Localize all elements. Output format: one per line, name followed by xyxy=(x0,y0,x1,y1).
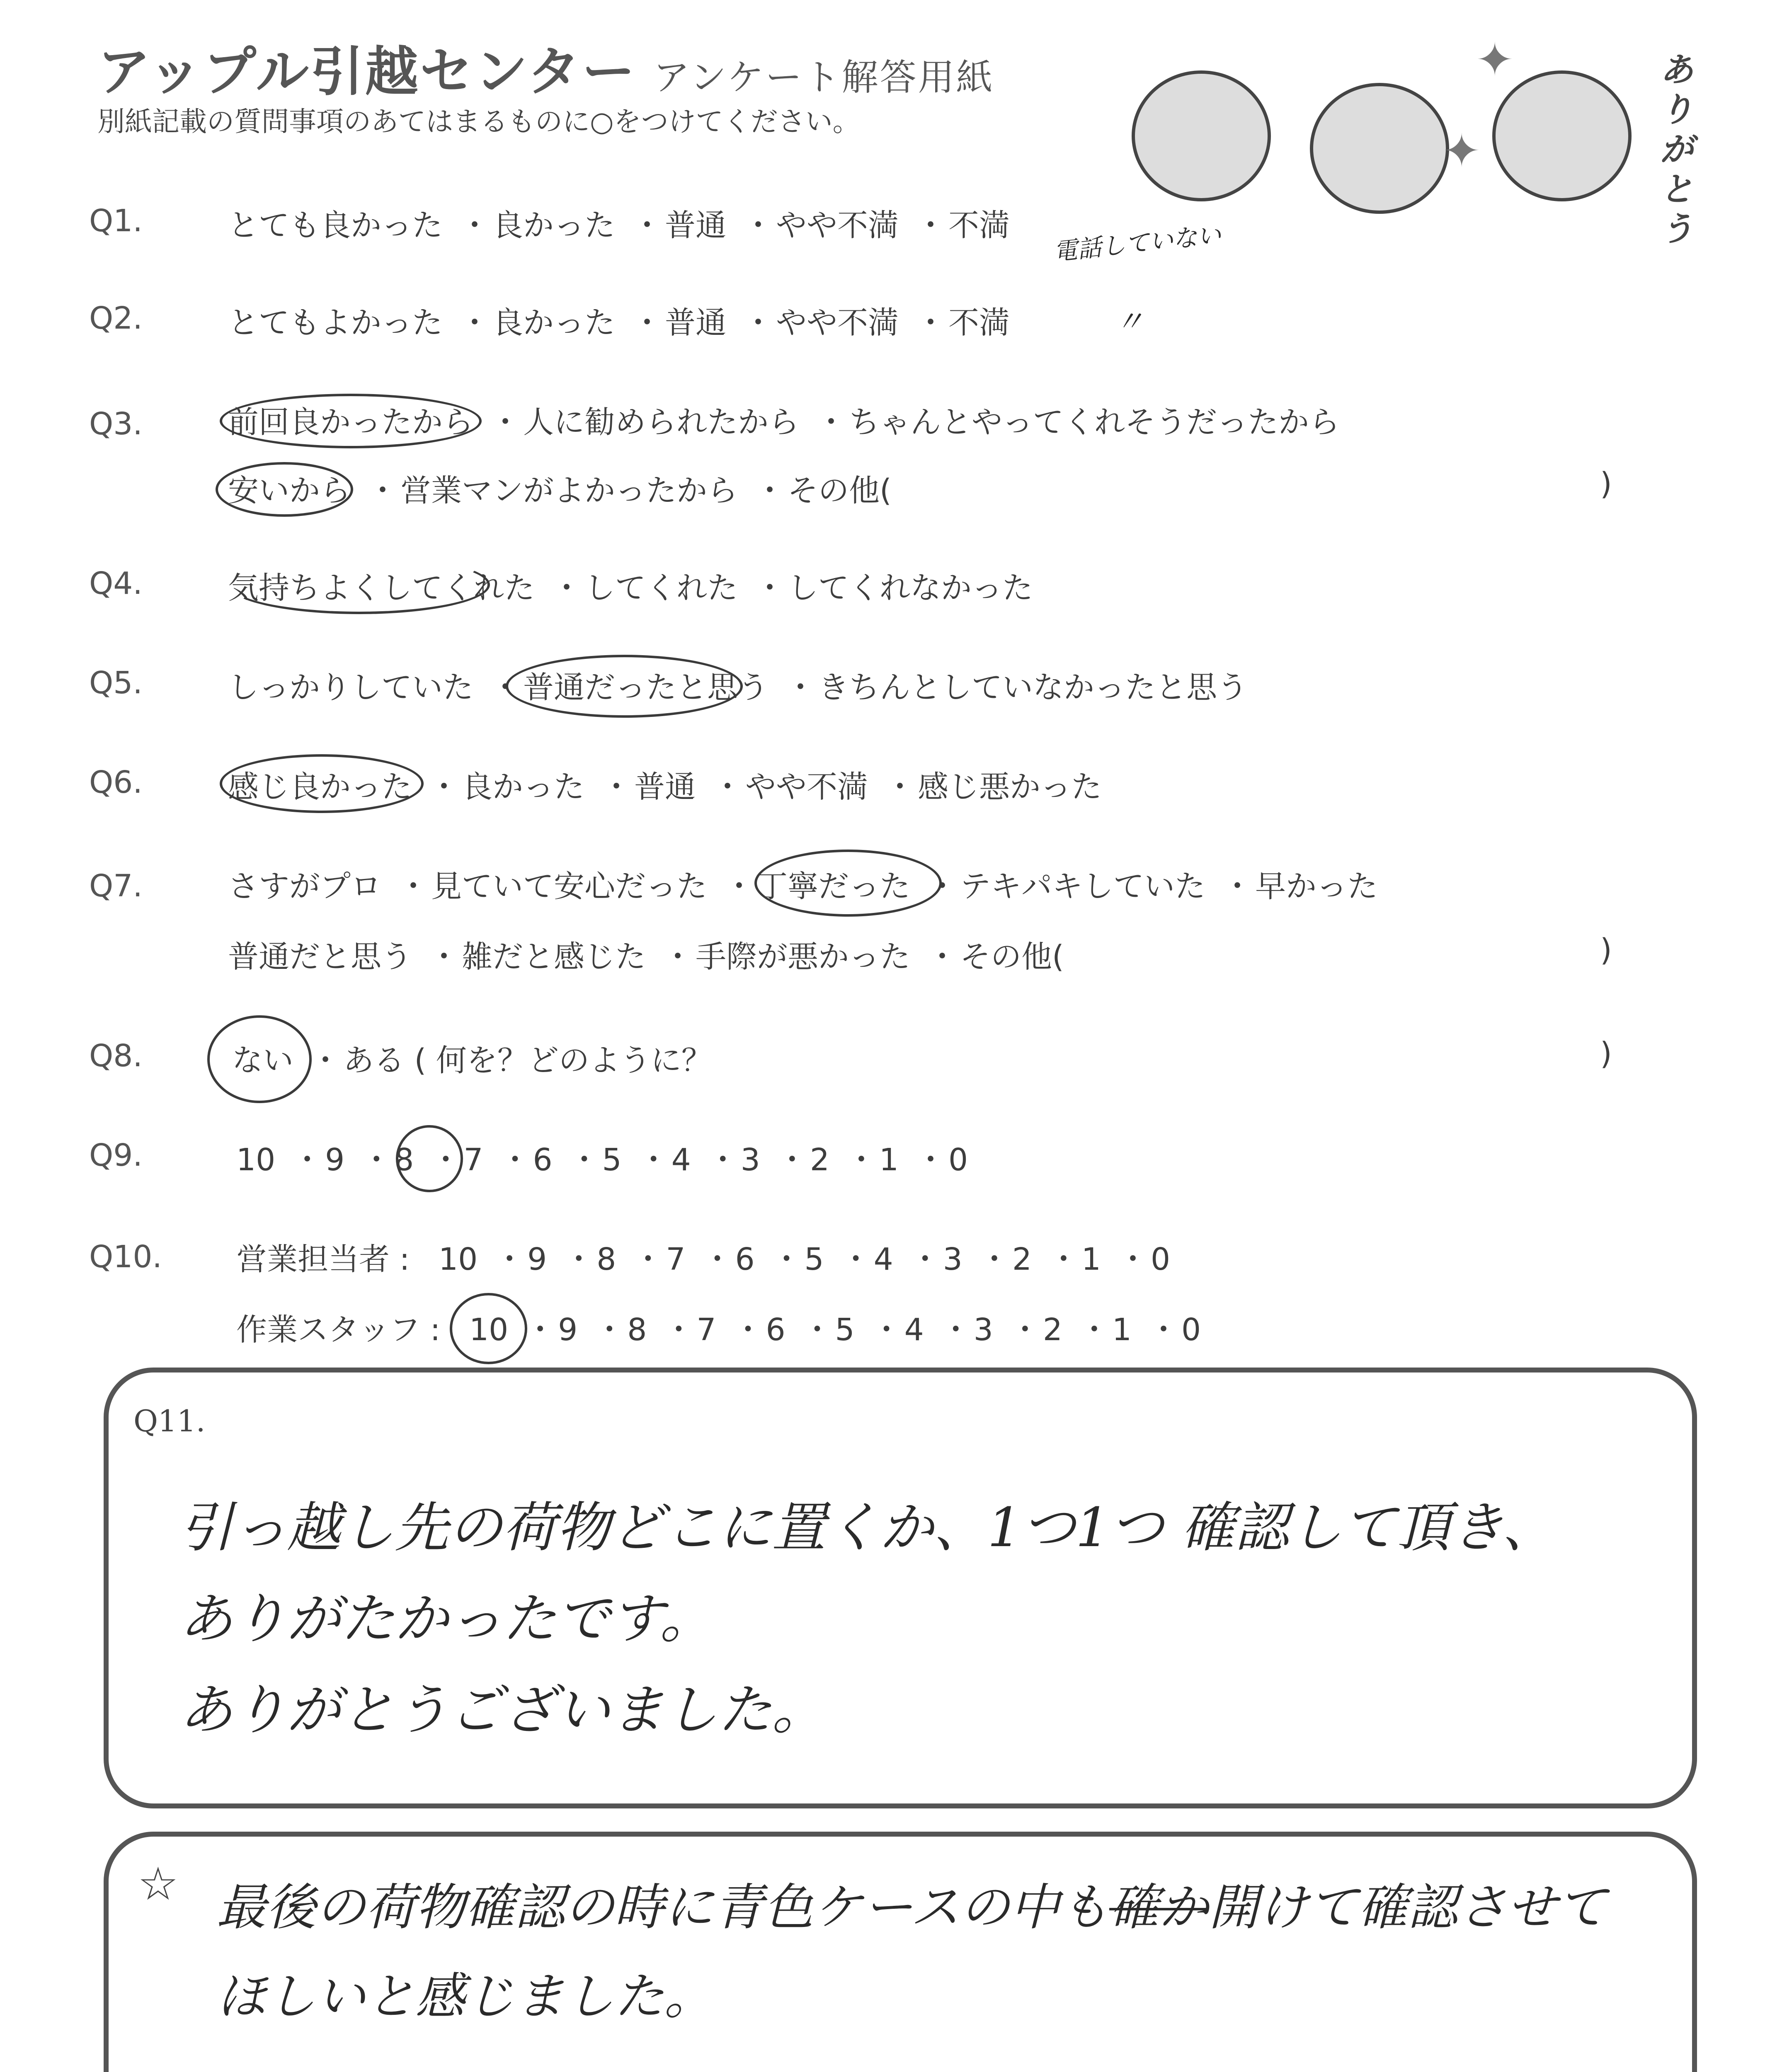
option[interactable]: 良かった xyxy=(492,208,615,243)
question-label: Q1. xyxy=(89,203,143,239)
mascot-thanks-text: ありがとう xyxy=(1660,50,1693,248)
option[interactable]: 見ていて安心だった xyxy=(431,869,707,904)
option[interactable]: その他( xyxy=(960,939,1064,975)
option[interactable]: きちんとしていなかったと思う xyxy=(818,670,1248,705)
answer-circle xyxy=(396,1125,463,1192)
scale-option[interactable]: 1 xyxy=(879,1142,899,1178)
option[interactable]: やや不満 xyxy=(776,305,899,341)
option[interactable]: その他( xyxy=(788,473,892,508)
answer-circle xyxy=(506,655,743,718)
question-label: Q11. xyxy=(133,1404,206,1438)
option[interactable]: とても良かった xyxy=(228,208,443,243)
question-label: Q10. xyxy=(89,1239,162,1275)
handwritten-note: 電話していない xyxy=(1052,220,1222,266)
scale-option[interactable]: 7 xyxy=(463,1142,483,1178)
scale-option[interactable]: 2 xyxy=(810,1142,829,1178)
scale-option[interactable]: 8 xyxy=(627,1312,647,1348)
option[interactable]: ない xyxy=(232,1043,293,1078)
scale-row-label: 営業担当者 : xyxy=(236,1242,410,1277)
option[interactable]: 普通だと思う xyxy=(228,939,412,975)
form-title xyxy=(97,29,994,105)
scale-option[interactable]: 3 xyxy=(973,1312,993,1348)
option[interactable]: 早かった xyxy=(1255,869,1378,904)
scale-option[interactable]: 9 xyxy=(558,1312,578,1348)
monkey-mascot-icon xyxy=(1132,70,1271,201)
option[interactable]: 良かった xyxy=(492,305,615,341)
question-label: Q9. xyxy=(89,1138,143,1173)
comment-text: 開けて確認させて xyxy=(1209,1879,1607,1936)
company-name: アップル引越センター xyxy=(97,41,637,103)
scale-option[interactable]: 5 xyxy=(602,1142,622,1178)
scale-option[interactable]: 10 xyxy=(439,1242,478,1277)
option[interactable]: 手際が悪かった xyxy=(696,939,910,975)
close-paren: ) xyxy=(1600,1036,1612,1072)
scale-option[interactable]: 6 xyxy=(735,1242,755,1277)
option[interactable]: 気持ちよくしてくれた xyxy=(228,570,535,606)
question-label: Q7. xyxy=(89,868,143,904)
answer-circle xyxy=(220,394,482,448)
option[interactable]: 普通 xyxy=(665,305,726,341)
option[interactable]: 普通 xyxy=(634,769,696,805)
option[interactable]: ある ( 何を？どのように？ xyxy=(343,1043,712,1078)
option[interactable]: 安いから xyxy=(228,473,351,508)
handwritten-comment-line: ありがとうございました。 xyxy=(179,1678,826,1741)
answer-circle xyxy=(228,555,490,614)
answer-circle xyxy=(207,1015,312,1103)
scale-option[interactable]: 0 xyxy=(1181,1312,1201,1348)
scale-option[interactable]: 1 xyxy=(1112,1312,1132,1348)
option[interactable]: 人に勧められたから xyxy=(523,404,799,440)
additional-comment-box xyxy=(104,1832,1697,2072)
scale-option[interactable]: 9 xyxy=(325,1142,345,1178)
option[interactable]: テキパキしていた xyxy=(960,869,1205,904)
scale-option[interactable]: 2 xyxy=(1043,1312,1062,1348)
scale-option[interactable]: 6 xyxy=(766,1312,786,1348)
option[interactable]: 雑だと感じた xyxy=(462,939,646,975)
option[interactable]: 営業マンがよかったから xyxy=(400,473,738,508)
scale-option[interactable]: 7 xyxy=(666,1242,686,1277)
scale-option[interactable]: 3 xyxy=(740,1142,760,1178)
option[interactable]: さすがプロ xyxy=(228,869,381,904)
option[interactable]: 普通 xyxy=(665,208,726,243)
q11-comment-box xyxy=(104,1368,1697,1808)
option[interactable]: してくれた xyxy=(584,570,738,606)
ditto-mark: 〃 xyxy=(1115,305,1144,339)
scale-option[interactable]: 4 xyxy=(904,1312,924,1348)
scale-option[interactable]: 8 xyxy=(596,1242,616,1277)
question-label: Q8. xyxy=(89,1038,143,1074)
monkey-mascot-icon xyxy=(1310,83,1449,214)
scale-option[interactable]: 2 xyxy=(1012,1242,1032,1277)
option[interactable]: 感じ良かった xyxy=(228,769,412,805)
option[interactable]: しっかりしていた xyxy=(228,670,473,705)
answer-circle xyxy=(216,462,353,517)
question-label: Q3. xyxy=(89,406,143,442)
close-paren: ) xyxy=(1600,932,1612,968)
handwritten-comment-line xyxy=(216,1868,1607,1939)
scale-option[interactable]: 7 xyxy=(696,1312,716,1348)
instructions: 別紙記載の質問事項のあてはまるものに○をつけてください。 xyxy=(97,106,860,138)
handwritten-comment-line: ありがたかったです。 xyxy=(179,1587,714,1650)
answer-circle xyxy=(754,850,942,917)
question-label: Q5. xyxy=(89,665,143,701)
scale-option[interactable]: 5 xyxy=(835,1312,855,1348)
scale-option[interactable]: 4 xyxy=(671,1142,691,1178)
scale-option[interactable]: 9 xyxy=(527,1242,547,1277)
struck-text: 確か xyxy=(1109,1879,1209,1936)
sparkle-icon: ✦ xyxy=(1443,124,1481,177)
close-paren: ) xyxy=(1600,466,1612,502)
answer-circle xyxy=(450,1293,527,1364)
option[interactable]: 前回良かったから xyxy=(228,404,473,440)
option[interactable]: 良かった xyxy=(462,769,584,805)
option[interactable]: ちゃんとやってくれそうだったから xyxy=(849,404,1340,440)
monkey-mascot-icon xyxy=(1492,70,1632,201)
scale-option[interactable]: 8 xyxy=(394,1142,414,1178)
question-label: Q4. xyxy=(89,566,143,601)
handwritten-comment-line: 引っ越し先の荷物どこに置くか、1つ1つ 確認して頂き、 xyxy=(179,1496,1556,1559)
scale-option[interactable]: 10 xyxy=(236,1142,276,1178)
answer-circle xyxy=(220,754,424,813)
comment-text: 最後の荷物確認の時に青色ケースの中も xyxy=(216,1879,1109,1936)
scale-option[interactable]: 0 xyxy=(1151,1242,1171,1277)
option[interactable]: やや不満 xyxy=(745,769,868,805)
option[interactable]: やや不満 xyxy=(776,208,899,243)
option[interactable]: 不満 xyxy=(948,208,1010,243)
option[interactable]: 普通だったと思う xyxy=(523,670,769,705)
scale-option[interactable]: 3 xyxy=(943,1242,963,1277)
option[interactable]: してくれなかった xyxy=(788,570,1033,606)
option[interactable]: 感じ悪かった xyxy=(918,769,1102,805)
star-icon: ☆ xyxy=(138,1857,179,1910)
scale-option[interactable]: 0 xyxy=(948,1142,968,1178)
option[interactable]: 不満 xyxy=(948,305,1010,341)
form-subtitle: アンケート解答用紙 xyxy=(653,56,994,99)
option[interactable]: 丁寧だった xyxy=(757,869,910,904)
scale-row-label: 作業スタッフ : xyxy=(236,1312,441,1348)
option[interactable]: とてもよかった xyxy=(228,305,443,341)
handwritten-comment-line: ほしいと感じました。 xyxy=(216,1968,714,2026)
scale-option[interactable]: 6 xyxy=(533,1142,553,1178)
scale-option[interactable]: 1 xyxy=(1081,1242,1101,1277)
scale-option[interactable]: 10 xyxy=(469,1312,509,1348)
question-label: Q6. xyxy=(89,765,143,800)
question-label: Q2. xyxy=(89,300,143,336)
scale-option[interactable]: 5 xyxy=(804,1242,824,1277)
sparkle-icon: ✦ xyxy=(1476,33,1514,86)
scale-option[interactable]: 4 xyxy=(873,1242,893,1277)
